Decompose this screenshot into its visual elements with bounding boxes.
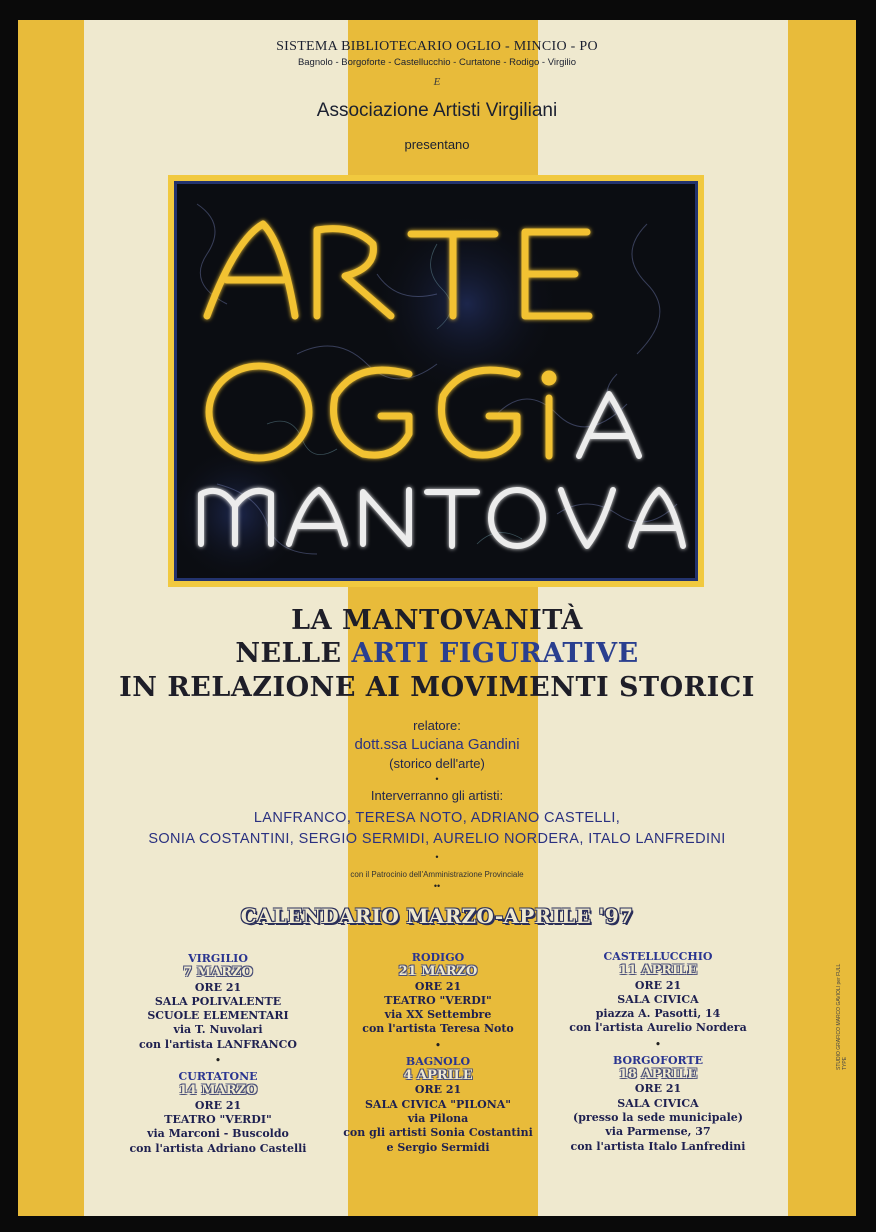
- event-time: ORE 21: [414, 1083, 462, 1097]
- event-town: CURTATONE: [178, 1070, 258, 1084]
- separator-dot: •: [435, 852, 439, 862]
- event-line: con l'artista Adriano Castelli: [129, 1141, 307, 1155]
- event-line: con l'artista Aurelio Nordera: [569, 1021, 747, 1035]
- event-line: con l'artista Italo Lanfredini: [570, 1139, 746, 1153]
- event-line: con l'artista Teresa Noto: [362, 1022, 514, 1036]
- separator-dot: •: [655, 1039, 661, 1050]
- headline-line-1: LA MANTOVANITÀ: [291, 605, 583, 636]
- event-line: con l'artista LANFRANCO: [138, 1037, 298, 1051]
- organizer-title: SISTEMA BIBLIOTECARIO OGLIO - MINCIO - PO: [276, 39, 598, 54]
- event-time: ORE 21: [634, 978, 682, 992]
- event-date: 4 APRILE: [403, 1068, 473, 1084]
- event-line: via Marconi - Buscoldo: [147, 1127, 289, 1141]
- event-town: RODIGO: [411, 951, 465, 964]
- event-line: SCUOLE ELEMENTARI: [147, 1009, 289, 1023]
- speaker-label: relatore:: [413, 718, 461, 733]
- event-line: TEATRO "VERDI": [384, 993, 492, 1007]
- event-line: via Parmense, 37: [605, 1125, 711, 1139]
- ampersand-mark: E: [433, 76, 441, 88]
- event-line: via T. Nuvolari: [173, 1023, 263, 1037]
- association-name: Associazione Artisti Virgiliani: [316, 100, 558, 121]
- event-column-middle: [318, 951, 558, 1155]
- artists-label: Interverranno gli artisti:: [370, 788, 504, 803]
- headline-line-2: [18, 638, 856, 669]
- event-time: ORE 21: [194, 980, 242, 994]
- speaker-role: (storico dell'arte): [389, 756, 485, 771]
- patronage-note: con il Patrocinio dell'Amministrazione Provinciale: [350, 870, 524, 879]
- event-town: BORGOFORTE: [612, 1053, 704, 1067]
- separator-dot: •: [435, 774, 439, 784]
- poster: [18, 20, 856, 1216]
- separator-double-dot: ••: [433, 881, 441, 891]
- event-column-right: [538, 950, 778, 1154]
- event-line: (presso la sede municipale): [573, 1110, 743, 1124]
- artists-line-2: SONIA COSTANTINI, SERGIO SERMIDI, AURELIO NORDERA, ITALO LANFREDINI: [148, 831, 726, 847]
- artists-line-1: LANFRANCO, TERESA NOTO, ADRIANO CASTELLI,: [253, 810, 621, 826]
- event-line: SALA CIVICA: [617, 1096, 699, 1110]
- organizer-towns: Bagnolo - Borgoforte - Castellucchio - Curtatone - Rodigo - Virgilio: [297, 57, 577, 68]
- event-town: CASTELLUCCHIO: [603, 950, 713, 963]
- event-line: con gli artisti Sonia Costantini: [343, 1126, 533, 1140]
- event-date: 14 MARZO: [178, 1083, 258, 1099]
- event-time: ORE 21: [414, 979, 462, 993]
- event-town: VIRGILIO: [188, 952, 248, 965]
- event-curtatone: [98, 1070, 338, 1156]
- event-town: BAGNOLO: [405, 1054, 471, 1068]
- event-line: SALA POLIVALENTE: [154, 994, 282, 1008]
- event-virgilio: [98, 952, 338, 1052]
- event-line: SALA CIVICA: [617, 992, 699, 1006]
- event-date: 7 MARZO: [183, 965, 253, 981]
- presents-text: presentano: [404, 137, 470, 152]
- headline-line-2-prefix: NELLE: [235, 638, 352, 669]
- event-castellucchio: [538, 950, 778, 1036]
- speaker-name: dott.ssa Luciana Gandini: [354, 736, 520, 753]
- logo-panel: [174, 181, 698, 581]
- calendar-title: CALENDARIO MARZO-APRILE '97: [240, 904, 634, 928]
- event-borgoforte: [538, 1054, 778, 1154]
- logo-frame: [168, 175, 704, 587]
- event-line: TEATRO "VERDI": [164, 1112, 272, 1126]
- event-line: piazza A. Pasotti, 14: [595, 1007, 721, 1021]
- event-date: 18 APRILE: [618, 1067, 698, 1083]
- headline-highlight: ARTI FIGURATIVE: [351, 638, 639, 669]
- printer-credit: STUDIO GRAFICO MARCO GAVIOLI per FULL TYPE: [836, 963, 848, 1070]
- event-time: ORE 21: [194, 1098, 242, 1112]
- event-column-left: [98, 952, 338, 1156]
- event-line: via XX Settembre: [384, 1008, 492, 1022]
- event-rodigo: [318, 951, 558, 1037]
- separator-dot: •: [435, 1040, 441, 1051]
- event-line: e Sergio Sermidi: [386, 1140, 490, 1154]
- event-line: SALA CIVICA "PILONA": [364, 1097, 512, 1111]
- separator-dot: •: [215, 1056, 221, 1067]
- event-bagnolo: [318, 1055, 558, 1155]
- event-date: 21 MARZO: [398, 964, 478, 980]
- event-time: ORE 21: [634, 1082, 682, 1096]
- headline-line-3: IN RELAZIONE AI MOVIMENTI STORICI: [119, 672, 755, 703]
- event-date: 11 APRILE: [618, 963, 698, 979]
- event-line: via Pilona: [407, 1111, 469, 1125]
